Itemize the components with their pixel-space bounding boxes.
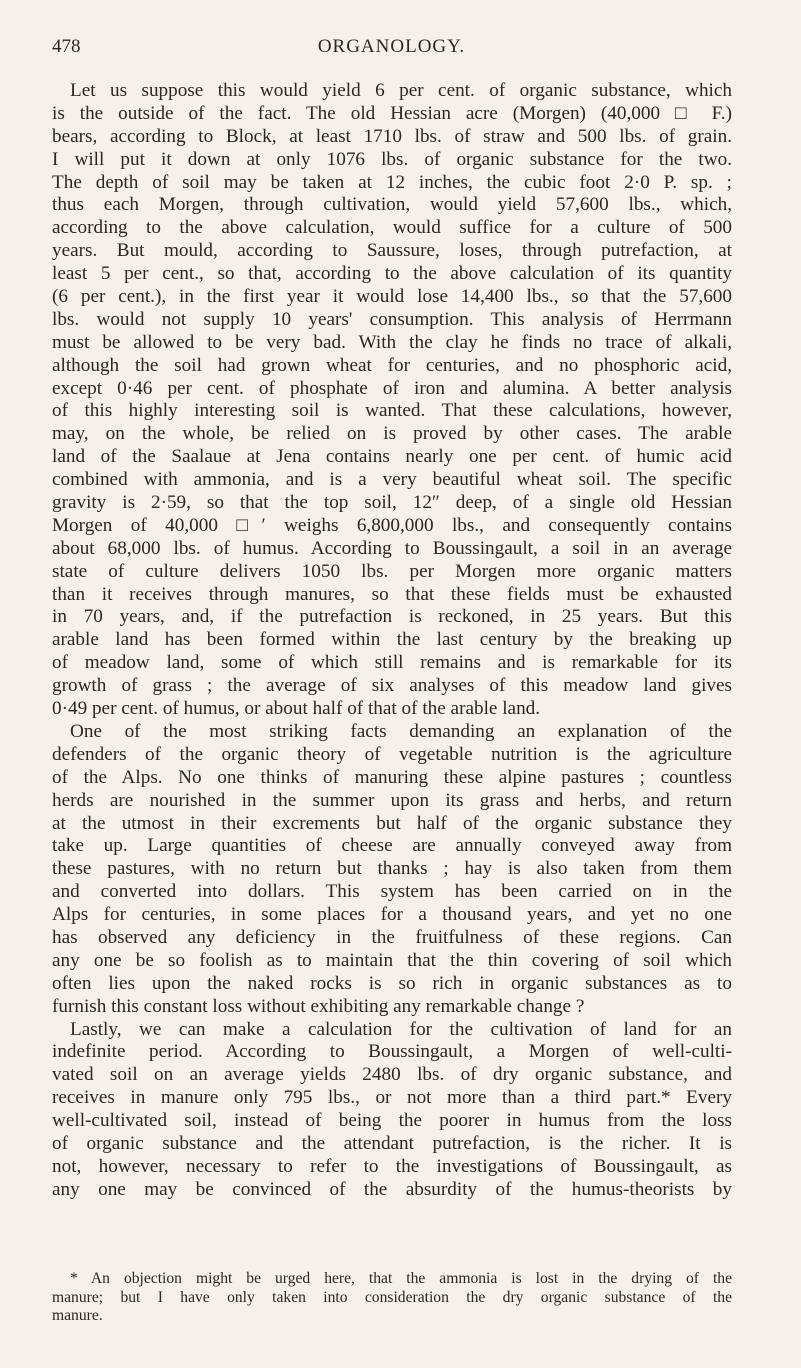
text-line: at the utmost in their excrements but half of the organic substance they xyxy=(52,812,732,834)
text-line: must be allowed to be very bad. With the clay he finds no trace of alkali, xyxy=(52,331,732,353)
text-line: The depth of soil may be taken at 12 inches, the cubic foot 2·0 P. sp. ; xyxy=(52,171,732,193)
text-line: gravity is 2·59, so that the top soil, 12″ deep, of a single old Hessian xyxy=(52,492,732,514)
text-line: years. But mould, according to Saussure, loses, through putrefaction, at xyxy=(52,240,732,262)
text-line: although the soil had grown wheat for centuries, and no phosphoric acid, xyxy=(52,354,732,376)
text-line: 0·49 per cent. of humus, or about half of that of the arable land. xyxy=(52,698,541,720)
text-line: herds are nourished in the summer upon its grass and herbs, and return xyxy=(52,789,732,811)
footnote-line: manure; but I have only taken into consideration the dry organic substance of the xyxy=(52,1288,732,1306)
text-line: has observed any deficiency in the fruitfulness of these regions. Can xyxy=(52,926,732,948)
text-line: about 68,000 lbs. of humus. According to Boussingault, a soil in an average xyxy=(52,537,732,559)
text-line: indefinite period. According to Boussingault, a Morgen of well-culti- xyxy=(52,1041,732,1063)
text-line: bears, according to Block, at least 1710 lbs. of straw and 500 lbs. of grain. xyxy=(52,125,732,147)
text-line: (6 per cent.), in the first year it would lose 14,400 lbs., so that the 57,600 xyxy=(52,286,732,308)
text-line: any one may be convinced of the absurdity of the humus-theorists by xyxy=(52,1178,732,1200)
text-line: is the outside of the fact. The old Hessian acre (Morgen) (40,000 □ F.) xyxy=(52,102,732,124)
text-line: thus each Morgen, through cultivation, would yield 57,600 lbs., which, xyxy=(52,194,732,216)
page-number: 478 xyxy=(52,36,81,57)
text-line: than it receives through manures, so that these fields must be exhausted xyxy=(52,583,732,605)
text-line: Let us suppose this would yield 6 per cent. of organic substance, which xyxy=(70,80,732,101)
body-text xyxy=(52,80,732,1202)
text-line: these pastures, with no return but thanks ; hay is also taken from them xyxy=(52,858,732,880)
text-line: lbs. would not supply 10 years' consumption. This analysis of Herrmann xyxy=(52,308,732,330)
text-line: furnish this constant loss without exhibiting any remarkable change ? xyxy=(52,995,585,1017)
text-line: of organic substance and the attendant putrefaction, is the richer. It is xyxy=(52,1132,732,1154)
text-line: often lies upon the naked rocks is so rich in organic substances as to xyxy=(52,972,732,994)
footnote-line: * An objection might be urged here, that the ammonia is lost in the drying of the xyxy=(70,1270,732,1287)
text-line: land of the Saalaue at Jena contains nearly one per cent. of humic acid xyxy=(52,446,732,468)
text-line: least 5 per cent., so that, according to the above calculation of its quantity xyxy=(52,263,732,285)
text-line: take up. Large quantities of cheese are annually conveyed away from xyxy=(52,835,732,857)
footnote-line: manure. xyxy=(52,1307,103,1325)
text-line: may, on the whole, be relied on is proved by other cases. The arable xyxy=(52,423,732,445)
footnote xyxy=(52,1270,732,1326)
text-line: Alps for centuries, in some places for a thousand years, and yet no one xyxy=(52,904,732,926)
text-line: arable land has been formed within the last century by the breaking up xyxy=(52,629,732,651)
text-line: of the Alps. No one thinks of manuring these alpine pastures ; countless xyxy=(52,766,732,788)
text-line: state of culture delivers 1050 lbs. per Morgen more organic matters xyxy=(52,560,732,582)
text-line: One of the most striking facts demanding an explanation of the xyxy=(70,720,732,742)
text-line: except 0·46 per cent. of phosphate of iron and alumina. A better analysis xyxy=(52,377,732,399)
text-line: Morgen of 40,000 □′ weighs 6,800,000 lbs., and consequently contains xyxy=(52,514,732,536)
text-line: I will put it down at only 1076 lbs. of organic substance for the two. xyxy=(52,148,732,170)
text-line: receives in manure only 795 lbs., or not more than a third part.* Every xyxy=(52,1087,732,1109)
text-line: of meadow land, some of which still remains and is remarkable for its xyxy=(52,652,732,674)
text-line: vated soil on an average yields 2480 lbs. of dry organic substance, and xyxy=(52,1064,732,1086)
text-line: of this highly interesting soil is wanted. That these calculations, however, xyxy=(52,400,732,422)
text-line: defenders of the organic theory of vegetable nutrition is the agriculture xyxy=(52,743,732,765)
text-line: combined with ammonia, and is a very beautiful wheat soil. The specific xyxy=(52,469,732,491)
text-line: and converted into dollars. This system has been carried on in the xyxy=(52,881,732,903)
running-title: ORGANOLOGY. xyxy=(317,36,466,57)
text-line: growth of grass ; the average of six analyses of this meadow land gives xyxy=(52,675,732,697)
text-line: not, however, necessary to refer to the investigations of Boussingault, as xyxy=(52,1155,732,1177)
text-line: Lastly, we can make a calculation for the cultivation of land for an xyxy=(70,1018,732,1040)
text-line: in 70 years, and, if the putrefaction is reckoned, in 25 years. But this xyxy=(52,606,732,628)
text-line: well-cultivated soil, instead of being the poorer in humus from the loss xyxy=(52,1110,732,1132)
text-line: any one be so foolish as to maintain that the thin covering of soil which xyxy=(52,949,732,971)
text-line: according to the above calculation, would suffice for a culture of 500 xyxy=(52,217,732,239)
page-header xyxy=(52,36,731,64)
